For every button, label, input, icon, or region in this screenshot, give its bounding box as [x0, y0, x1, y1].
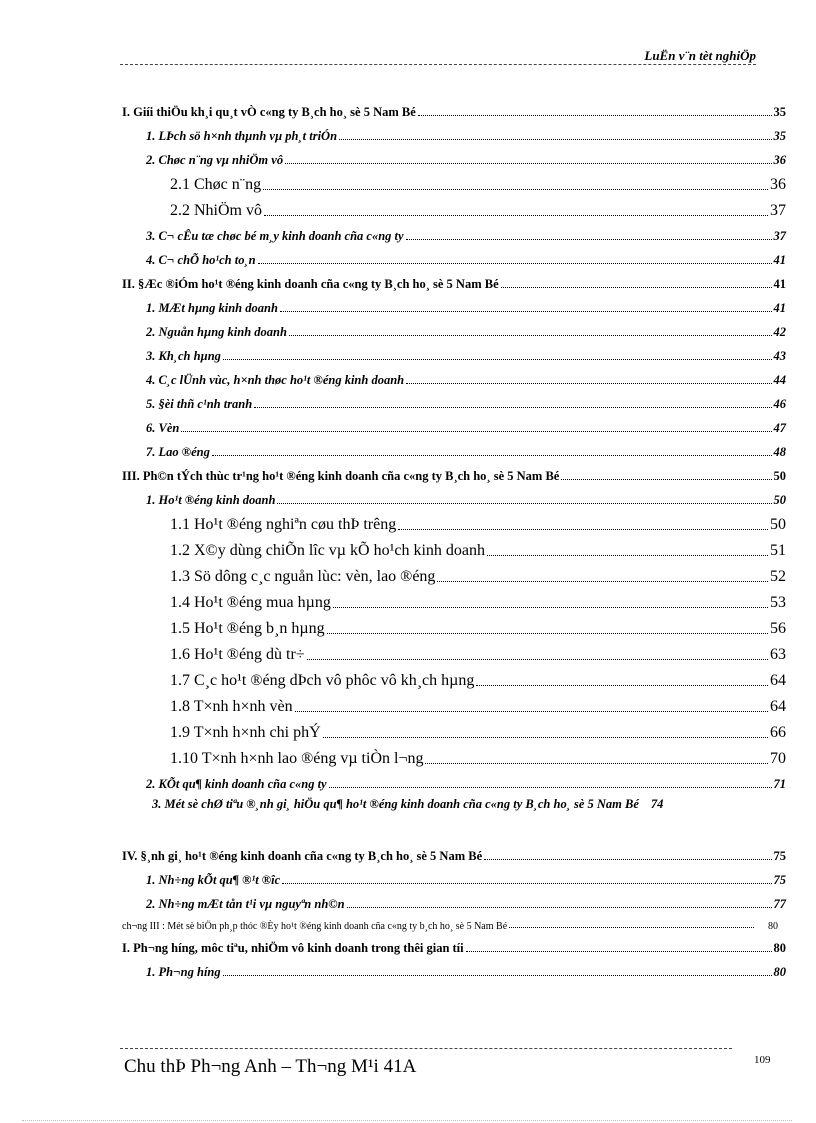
toc-entry-page: 52 [770, 568, 786, 585]
toc-entry[interactable] [122, 956, 786, 980]
toc-entry[interactable] [122, 292, 786, 316]
toc-entry-text: 1.9 T×nh h×nh chi phÝ [170, 724, 321, 741]
toc-entry-text: I. Ph¬ng híng, môc tiªu, nhiÖm vô kinh doanh trong thêi gian tíi [122, 941, 464, 955]
toc-entry[interactable] [122, 412, 786, 436]
toc-entry-text: 2.1 Chøc n¨ng [170, 176, 262, 193]
toc-entry-text: 2. Nh÷ng mÆt tån t¹i vµ nguyªn nh©n [146, 897, 345, 911]
toc-leader-dots [406, 239, 772, 240]
toc-entry[interactable] [122, 864, 786, 888]
toc-leader-dots [307, 659, 768, 660]
toc-entry-page: 35 [773, 105, 786, 119]
toc-entry[interactable] [122, 144, 786, 168]
toc-entry-page: 71 [773, 777, 786, 791]
footer-rule [120, 1048, 732, 1049]
toc-entry-text: 1.5 Ho¹t ®éng b¸n hµng [170, 620, 325, 637]
toc-leader-dots [406, 383, 771, 384]
toc-entry-page: 41 [773, 277, 786, 291]
toc-leader-dots [282, 883, 771, 884]
toc-leader-dots [264, 215, 768, 216]
toc-entry-page: 36 [773, 153, 786, 167]
toc-entry-page: 63 [770, 646, 786, 663]
toc-leader-dots [425, 763, 768, 764]
toc-entry[interactable] [122, 508, 786, 534]
toc-entry-text: 7. Lao ®éng [146, 445, 210, 459]
toc-entry[interactable] [122, 316, 786, 340]
toc-entry-page: 47 [773, 421, 786, 435]
toc-entry[interactable] [122, 96, 786, 120]
toc-entry-page: 74 [650, 797, 664, 811]
toc-entry[interactable] [122, 742, 786, 768]
toc-leader-dots [295, 711, 768, 712]
toc-entry[interactable] [122, 388, 786, 412]
toc-entry-page: 80 [768, 921, 778, 932]
toc-entry-page: 35 [773, 129, 786, 143]
toc-entry[interactable] [122, 690, 786, 716]
toc-entry-text: 2.2 NhiÖm vô [170, 202, 262, 219]
toc-entry[interactable] [122, 912, 786, 932]
toc-entry-text: 2. Nguån hµng kinh doanh [146, 325, 287, 339]
toc-leader-dots [398, 529, 768, 530]
toc-entry[interactable] [122, 638, 786, 664]
toc-entry[interactable] [122, 932, 786, 956]
toc-entry-page: 53 [770, 594, 786, 611]
toc-leader-dots [323, 737, 768, 738]
toc-leader-dots [347, 907, 772, 908]
toc-leader-dots [254, 407, 771, 408]
toc-entry[interactable] [122, 268, 786, 292]
toc-entry-page: 70 [770, 750, 786, 767]
toc-entry-page: 37 [773, 229, 786, 243]
footer-author: Chu thÞ Ph¬ng Anh – Th¬ng M¹i 41A [124, 1056, 417, 1077]
toc-entry-page: 77 [773, 897, 786, 911]
toc-entry-page: 41 [773, 253, 786, 267]
toc-entry-page: 50 [770, 516, 786, 533]
toc-entry-text: 1.1 Ho¹t ®éng nghiªn cøu thÞ trêng [170, 516, 397, 533]
toc-entry-page: 80 [773, 941, 786, 955]
toc-entry[interactable] [122, 716, 786, 742]
toc-entry[interactable] [122, 460, 786, 484]
toc-entry-text: 1. Ph¬ng híng [146, 965, 221, 979]
toc-entry[interactable] [122, 194, 786, 220]
toc-leader-dots [333, 607, 768, 608]
toc-leader-dots [258, 263, 772, 264]
toc-entry[interactable] [122, 792, 786, 840]
toc-leader-dots [277, 503, 771, 504]
header-title: LuËn v¨n tèt nghiÖp [644, 48, 756, 63]
toc-entry[interactable] [122, 586, 786, 612]
toc-entry-text: III. Ph©n tÝch thùc tr¹ng ho¹t ®éng kinh doanh cña c«ng ty B¸ch ho¸ sè 5 Nam Bé [122, 469, 560, 483]
toc-leader-dots [223, 975, 772, 976]
toc-entry-page: 36 [770, 176, 786, 193]
toc-leader-dots [561, 479, 771, 480]
toc-entry-page: 43 [773, 349, 786, 363]
toc-entry-page: 42 [773, 325, 786, 339]
toc-leader-dots [487, 555, 768, 556]
toc-leader-dots [509, 927, 754, 928]
toc-entry-page: 50 [773, 493, 786, 507]
toc-entry-text: 2. Chøc n¨ng vµ nhiÖm vô [146, 153, 284, 167]
toc-entry-text: 4. C¸c lÜnh vùc, h×nh thøc ho¹t ®éng kinh doanh [146, 373, 405, 387]
toc-entry[interactable] [122, 484, 786, 508]
toc-entry[interactable] [122, 120, 786, 144]
toc-entry[interactable] [122, 840, 786, 864]
toc-entry-page: 66 [770, 724, 786, 741]
toc-leader-dots [418, 115, 772, 116]
toc-entry[interactable] [122, 436, 786, 460]
toc-entry[interactable] [122, 612, 786, 638]
toc-entry[interactable] [122, 768, 786, 792]
toc-leader-dots [339, 139, 771, 140]
toc-entry-page: 41 [773, 301, 786, 315]
toc-entry-page: 48 [773, 445, 786, 459]
toc-entry[interactable] [122, 534, 786, 560]
toc-entry-text: 1.2 X©y dùng chiÕn lîc vµ kÕ ho¹ch kinh doanh [170, 542, 486, 559]
header-rule [120, 64, 756, 65]
toc-entry-text: ch¬ng III : Mét sè biÖn ph¸p thóc ®Èy ho¹t ®éng kinh doanh cña c«ng ty b¸ch ho¸ sè 5 Nam Bé [122, 921, 508, 932]
toc-entry-text: 1.8 T×nh h×nh vèn [170, 698, 293, 715]
toc-entry-text: 2. KÕt qu¶ kinh doanh cña c«ng ty [146, 777, 327, 791]
toc-leader-dots [212, 455, 772, 456]
toc-entry-text: 4. C¬ chÕ ho¹ch to¸n [146, 253, 256, 267]
page-edge-dots [22, 1120, 792, 1121]
toc-entry-text: IV. §¸nh gi¸ ho¹t ®éng kinh doanh cña c«ng ty B¸ch ho¸ sè 5 Nam Bé [122, 849, 483, 863]
page-number: 109 [754, 1054, 771, 1066]
toc-entry-page: 75 [773, 873, 786, 887]
toc-entry[interactable] [122, 664, 786, 690]
toc-entry-text: 1. Nh÷ng kÕt qu¶ ®¹t ®îc [146, 873, 281, 887]
toc-entry-text: 3. C¬ cÊu tæ chøc bé m¸y kinh doanh cña c«ng ty [146, 229, 404, 243]
toc-leader-dots [263, 189, 768, 190]
toc-entry-page: 37 [770, 202, 786, 219]
toc-entry[interactable] [122, 560, 786, 586]
toc-entry-text: 1. LÞch sö h×nh thµnh vµ ph¸t triÓn [146, 129, 338, 143]
toc-entry-text: 1.4 Ho¹t ®éng mua hµng [170, 594, 331, 611]
toc-entry-page: 51 [770, 542, 786, 559]
toc-entry-text: I. Giíi thiÖu kh¸i qu¸t vÒ c«ng ty B¸ch ho¸ sè 5 Nam Bé [122, 105, 416, 119]
toc-leader-dots [289, 335, 772, 336]
toc-leader-dots [285, 163, 771, 164]
toc-entry-text: 1. Ho¹t ®éng kinh doanh [146, 493, 276, 507]
toc-entry-text: 1.3 Sö dông c¸c nguån lùc: vèn, lao ®éng [170, 568, 436, 585]
toc-entry-text: 1.6 Ho¹t ®éng dù tr÷ [170, 646, 305, 663]
toc-entry-text: 1. MÆt hµng kinh doanh [146, 301, 278, 315]
toc-entry-text: 5. §èi thñ c¹nh tranh [146, 397, 253, 411]
toc-leader-dots [327, 633, 768, 634]
toc-entry-text: 1.7 C¸c ho¹t ®éng dÞch vô phôc vô kh¸ch hµng [170, 672, 475, 689]
toc-leader-dots [280, 311, 772, 312]
toc-leader-dots [476, 685, 768, 686]
toc-leader-dots [181, 431, 771, 432]
toc-entry-page: 64 [770, 672, 786, 689]
toc-entry[interactable] [122, 888, 786, 912]
toc-leader-dots [329, 787, 772, 788]
toc-entry-page: 50 [773, 469, 786, 483]
toc-entry[interactable] [122, 168, 786, 194]
toc-leader-dots [466, 951, 772, 952]
toc-entry[interactable] [122, 340, 786, 364]
toc-entry-page: 75 [773, 849, 786, 863]
toc-leader-dots [501, 287, 772, 288]
toc-entry-page: 44 [773, 373, 786, 387]
toc-leader-dots [484, 859, 771, 860]
toc-entry[interactable] [122, 364, 786, 388]
toc-entry-page: 64 [770, 698, 786, 715]
toc-entry-text: 6. Vèn [146, 421, 180, 435]
toc-leader-dots [223, 359, 772, 360]
toc-entry-page: 56 [770, 620, 786, 637]
toc-leader-dots [437, 581, 768, 582]
toc-entry-text: 1.10 T×nh h×nh lao ®éng vµ tiÒn l¬ng [170, 750, 424, 767]
toc-entry-text: 3. Mét sè chØ tiªu ®¸nh gi¸ hiÖu qu¶ ho¹t ®éng kinh doanh cña c«ng ty B¸ch ho¸ sè 5 Nam Bé [152, 797, 639, 811]
toc-entry-page: 80 [773, 965, 786, 979]
toc-entry-text: 3. Kh¸ch hµng [146, 349, 221, 363]
toc-entry[interactable] [122, 220, 786, 244]
toc-entry[interactable] [122, 244, 786, 268]
toc-entry-page: 46 [773, 397, 786, 411]
table-of-contents [122, 96, 786, 980]
toc-entry-text: II. §Æc ®iÓm ho¹t ®éng kinh doanh cña c«ng ty B¸ch ho¸ sè 5 Nam Bé [122, 277, 499, 291]
